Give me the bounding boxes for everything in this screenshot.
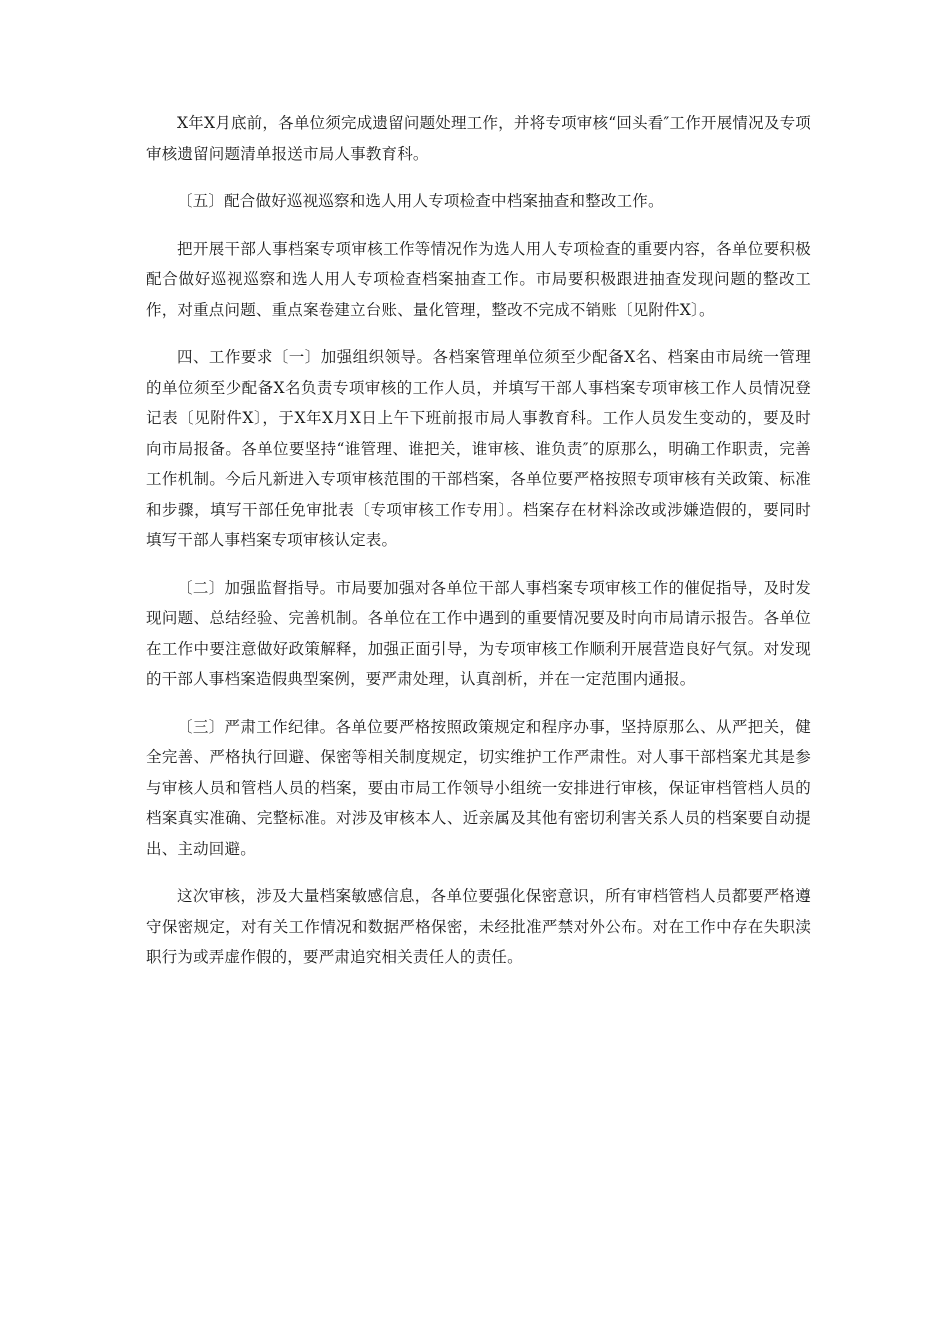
paragraph-supervision-guidance: 〔二〕加强监督指导。市局要加强对各单位干部人事档案专项审核工作的催促指导，及时发现问题、总结经验、完善机制。各单位在工作中遇到的重要情况要及时向市局请示报告。各单位在工作中要注意做好政策解释，加强正面引导，为专项审核工作顺利开展营造良好气氛。对发现的干部人事档案造假典型案例，要严肃处理，认真剖析，并在一定范围内通报。 <box>146 578 811 688</box>
paragraph-deadline: X年X月底前，各单位须完成遗留问题处理工作，并将专项审核“回头看″工作开展情况及专项审核遗留问题清单报送市局人事教育科。 <box>146 114 811 163</box>
paragraph-confidentiality: 这次审核，涉及大量档案敏感信息，各单位要强化保密意识，所有审档管档人员都要严格遵守保密规定，对有关工作情况和数据严格保密，未经批准严禁对外公布。对在工作中存在失职渎职行为或弄虚作假的，要严肃追究相关责任人的责任。 <box>146 887 811 966</box>
paragraph-work-discipline: 〔三〕严肃工作纪律。各单位要严格按照政策规定和程序办事，坚持原那么、从严把关，健全完善、严格执行回避、保密等相关制度规定，切实维护工作严肃性。对人事干部档案尤其是参与审核人员和管档人员的档案，要由市局工作领导小组统一安排进行审核，保证审档管档人员的档案真实准确、完整标准。对涉及审核本人、近亲属及其他有密切利害关系人员的档案要自动提出、主动回避。 <box>146 717 811 858</box>
paragraph-section-five-heading: 〔五〕配合做好巡视巡察和选人用人专项检查中档案抽查和整改工作。 <box>177 192 664 210</box>
document-body <box>146 108 811 990</box>
paragraph-inspection-cooperation: 把开展干部人事档案专项审核工作等情况作为选人用人专项检查的重要内容，各单位要积极配合做好巡视巡察和选人用人专项检查档案抽查工作。市局要积极跟进抽查发现问题的整改工作，对重点问题、重点案卷建立台账、量化管理，整改不完成不销账〔见附件X〕。 <box>146 239 811 319</box>
paragraph-work-requirements-organization: 四、工作要求〔一〕加强组织领导。各档案管理单位须至少配备X名、档案由市局统一管理的单位须至少配备X名负责专项审核的工作人员，并填写干部人事档案专项审核工作人员情况登记表〔见附件X〕，于X年X月X日上午下班前报市局人事教育科。工作人员发生变动的，要及时向市局报备。各单位要坚持“谁管理、谁把关，谁审核、谁负责″的原那么，明确工作职责，完善工作机制。今后凡新进入专项审核范围的干部档案，各单位要严格按照专项审核有关政策、标准和步骤，填写干部任免审批表〔专项审核工作专用〕。档案存在材料涂改或涉嫌造假的，要同时填写干部人事档案专项审核认定表。 <box>146 348 811 549</box>
